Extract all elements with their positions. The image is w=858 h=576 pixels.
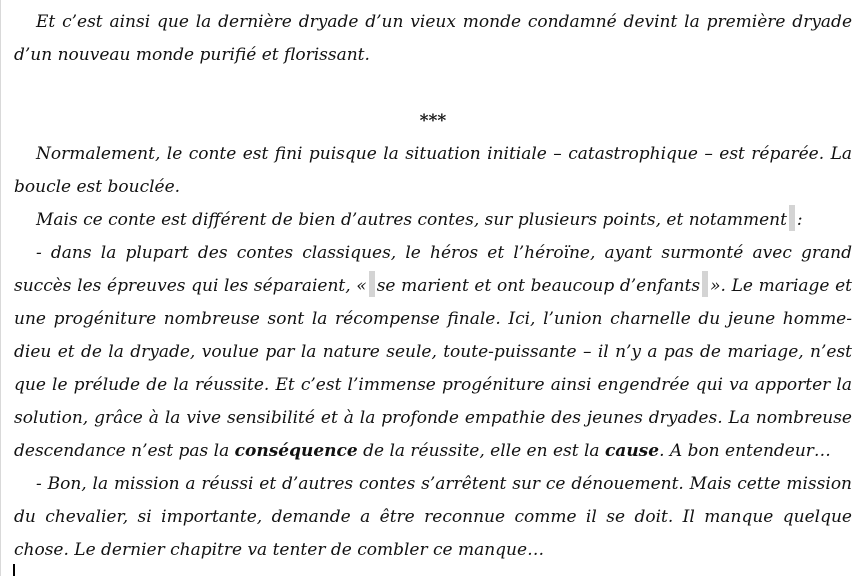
paragraph-5: - Bon, la mission a réussi et d’autres contes s’arrêtent sur ce dénouement. Mais cette mission du chevalier, si importante, demande a être reconnue comme il se doit. Il manque quelque chose. Le dernier chapitre va tenter de combler ce manque…	[14, 474, 852, 560]
paragraph-2: Normalement, le conte est fini puisque la situation initiale – catastrophique – est réparée. La boucle est bouclée.	[14, 144, 852, 197]
paragraph-4-part-d: . A bon entendeur…	[659, 441, 831, 461]
paragraph-3-text: Mais ce conte est différent de bien d’autres contes, sur plusieurs points, et notamment	[36, 210, 787, 230]
paragraph-1: Et c’est ainsi que la dernière dryade d’un vieux monde condamné devint la première dryade d’un nouveau monde purifié et florissant.	[14, 12, 852, 65]
document-text-body[interactable]	[14, 6, 852, 567]
text-cursor	[13, 564, 15, 576]
paragraph-3	[14, 204, 852, 237]
bold-word-cause: cause	[604, 441, 660, 461]
formatting-mark	[702, 271, 708, 297]
paragraph-4-part-a: - dans la plupart des contes classiques, le héros et l’héroïne, ayant surmonté avec grand succès les épreuves qui les séparaient, «	[14, 243, 852, 296]
formatting-mark	[789, 205, 795, 231]
paragraph-4-quote: se marient et ont beaucoup d’enfants	[376, 276, 701, 296]
paragraph-4	[14, 237, 852, 468]
formatting-mark	[369, 271, 375, 297]
paragraph-3-colon: :	[796, 210, 803, 230]
bold-word-consequence: conséquence	[234, 441, 358, 461]
paragraph-4-part-b: ». Le mariage et une progéniture nombreuse sont la récompense finale. Ici, l’union charnelle du jeune homme-dieu et de la dryade, voulue par la nature seule, toute-puissante – il n’y a pas de mariage, n’est que le prélude de la réussite. Et c’est l’immense progéniture ainsi engendrée qui va apporter la solution, grâce à la vive sensibilité et à la profonde empathie des jeunes dryades. La nombreuse descendance n’est pas la	[14, 276, 853, 461]
section-separator: ***	[419, 111, 447, 131]
paragraph-4-part-c: de la réussite, elle en est la	[363, 441, 600, 461]
